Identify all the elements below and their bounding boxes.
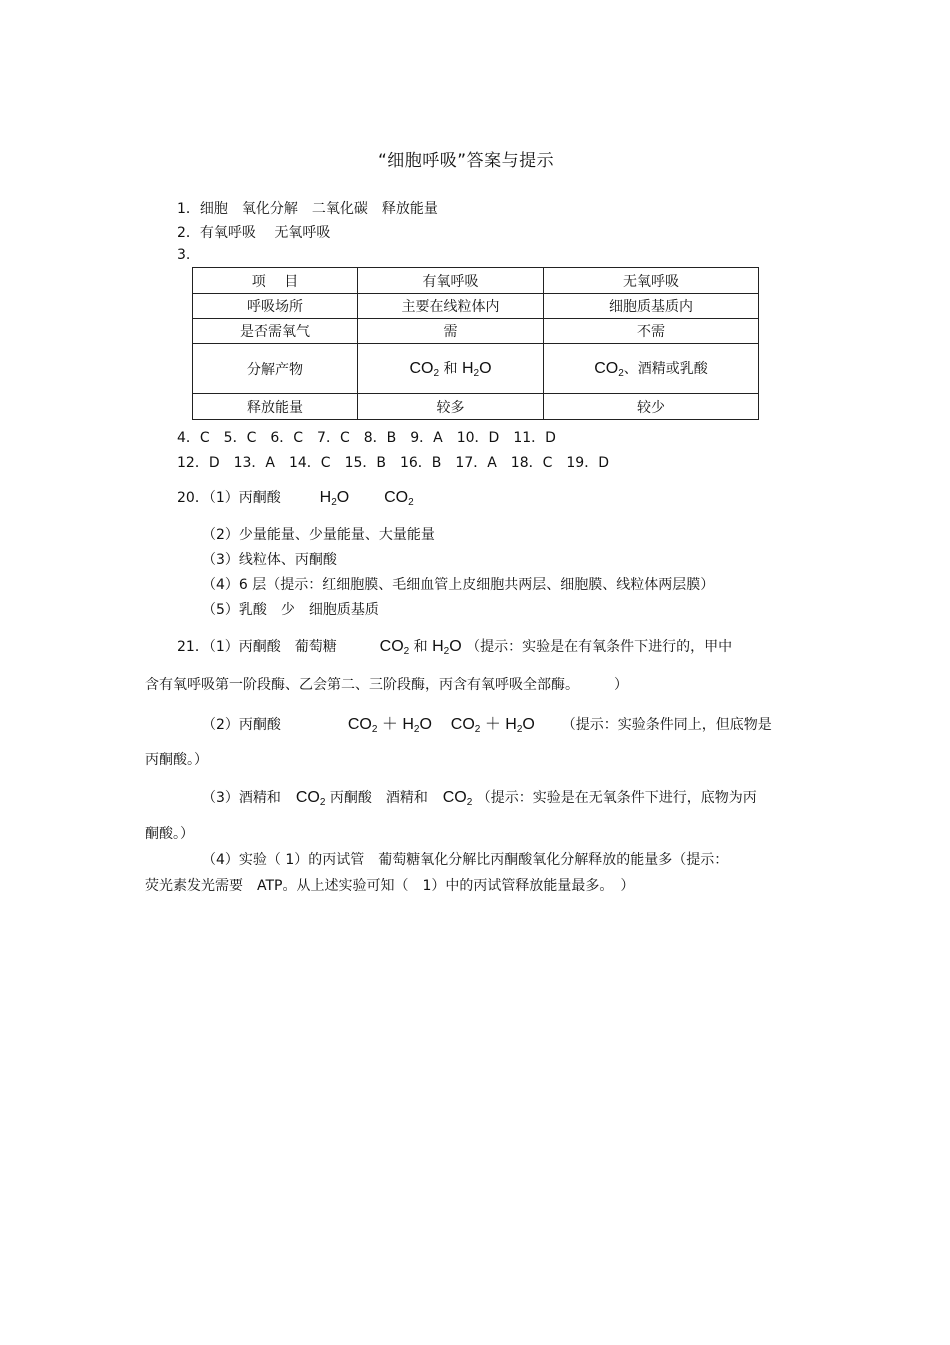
answer-20-part-5: （5）乳酸 少 细胞质基质 <box>202 602 379 618</box>
answer-21-part-4-continued: 荧光素发光需要 ATP。从上述实验可知（ 1）中的丙试管释放能量最多。 ） <box>145 878 635 894</box>
answer-20-part-1 <box>177 487 414 508</box>
table-cell: 分解产物 <box>193 344 358 394</box>
formula-co2: $CO_2$ <box>442 789 473 808</box>
hint-text: （提示：实验是在有氧条件下进行的，甲中 <box>466 639 733 655</box>
table-cell: 主要在线粒体内 <box>358 294 544 319</box>
table-header-anaerobic: 无氧呼吸 <box>544 268 759 294</box>
formula-h2o: $H_2O$ <box>319 489 350 508</box>
table-cell: 细胞质基质内 <box>544 294 759 319</box>
table-text: 、酒精或乳酸 <box>623 361 708 377</box>
formula-co2: $CO_2$ <box>295 789 326 808</box>
table-text: 和 <box>443 361 458 377</box>
answer-20-part-2: （2）少量能量、少量能量、大量能量 <box>202 527 435 543</box>
table-cell: 是否需氧气 <box>193 319 358 344</box>
table-cell: 不需 <box>544 319 759 344</box>
answer-text: 21．（1）丙酮酸 葡萄糖 <box>177 639 337 655</box>
equation-co2-h2o: $CO_2 + H_2O$ <box>450 716 535 735</box>
table-cell: 需 <box>358 319 544 344</box>
formula-co2: $CO_2$ <box>384 489 414 508</box>
table-row <box>193 294 759 319</box>
hint-text: （提示：实验条件同上，但底物是 <box>561 717 772 733</box>
formula-h2o: $H_2O$ <box>432 638 462 657</box>
answer-text: （2）丙酮酸 <box>202 717 281 733</box>
respiration-comparison-table <box>192 267 759 420</box>
answer-21-part-3-continued: 酮酸。） <box>145 826 194 842</box>
answer-20-part-3: （3）线粒体、丙酮酸 <box>202 552 337 568</box>
answer-21-part-2 <box>202 711 772 735</box>
answer-1: 1．细胞 氧化分解 二氧化碳 释放能量 <box>177 201 438 217</box>
table-cell <box>544 344 759 394</box>
answer-21-part-4: （4）实验（ 1）的丙试管 葡萄糖氧化分解比丙酮酸氧化分解释放的能量多（提示： <box>202 852 729 868</box>
answer-21-part-1 <box>177 636 732 657</box>
table-row <box>193 268 759 294</box>
answer-text: （3）酒精和 <box>202 790 281 806</box>
formula-h2o: $H_2O$ <box>461 360 492 379</box>
table-row <box>193 319 759 344</box>
answer-2: 2．有氧呼吸 无氧呼吸 <box>177 225 331 241</box>
mc-answers-line-2: 12．D 13．A 14．C 15．B 16．B 17．A 18．C 19．D <box>177 455 609 471</box>
answer-3-label: 3. <box>177 247 191 263</box>
table-header-aerobic: 有氧呼吸 <box>358 268 544 294</box>
table-cell: 释放能量 <box>193 394 358 420</box>
table-cell: 较少 <box>544 394 759 420</box>
table-row <box>193 394 759 420</box>
answer-text: 和 <box>413 639 428 655</box>
table-cell: 较多 <box>358 394 544 420</box>
formula-co2: $CO_2$ <box>379 638 410 657</box>
answer-20-part-4: （4）6 层（提示：红细胞膜、毛细血管上皮细胞共两层、细胞膜、线粒体两层膜） <box>202 577 715 593</box>
formula-co2: $CO_2$ <box>409 360 440 379</box>
hint-text: （提示：实验是在无氧条件下进行，底物为丙 <box>476 790 757 806</box>
page-title: “细胞呼吸”答案与提示 <box>378 151 555 171</box>
mc-answers-line-1: 4．C 5．C 6．C 7．C 8．B 9．A 10．D 11．D <box>177 430 556 446</box>
formula-co2: $CO_2$ <box>594 360 624 379</box>
answer-21-part-1-continued: 含有氧呼吸第一阶段酶、乙会第二、三阶段酶，丙含有氧呼吸全部酶。 ） <box>145 677 628 693</box>
table-cell: 呼吸场所 <box>193 294 358 319</box>
answer-text: 20．（1）丙酮酸 <box>177 490 281 506</box>
table-cell <box>358 344 544 394</box>
answer-text: 丙酮酸 酒精和 <box>329 790 428 806</box>
table-header-item: 项 目 <box>193 268 358 294</box>
answer-21-part-2-continued: 丙酮酸。） <box>145 752 208 768</box>
equation-co2-h2o: $CO_2 + H_2O$ <box>347 716 432 735</box>
answer-21-part-3 <box>202 787 757 808</box>
table-row <box>193 344 759 394</box>
